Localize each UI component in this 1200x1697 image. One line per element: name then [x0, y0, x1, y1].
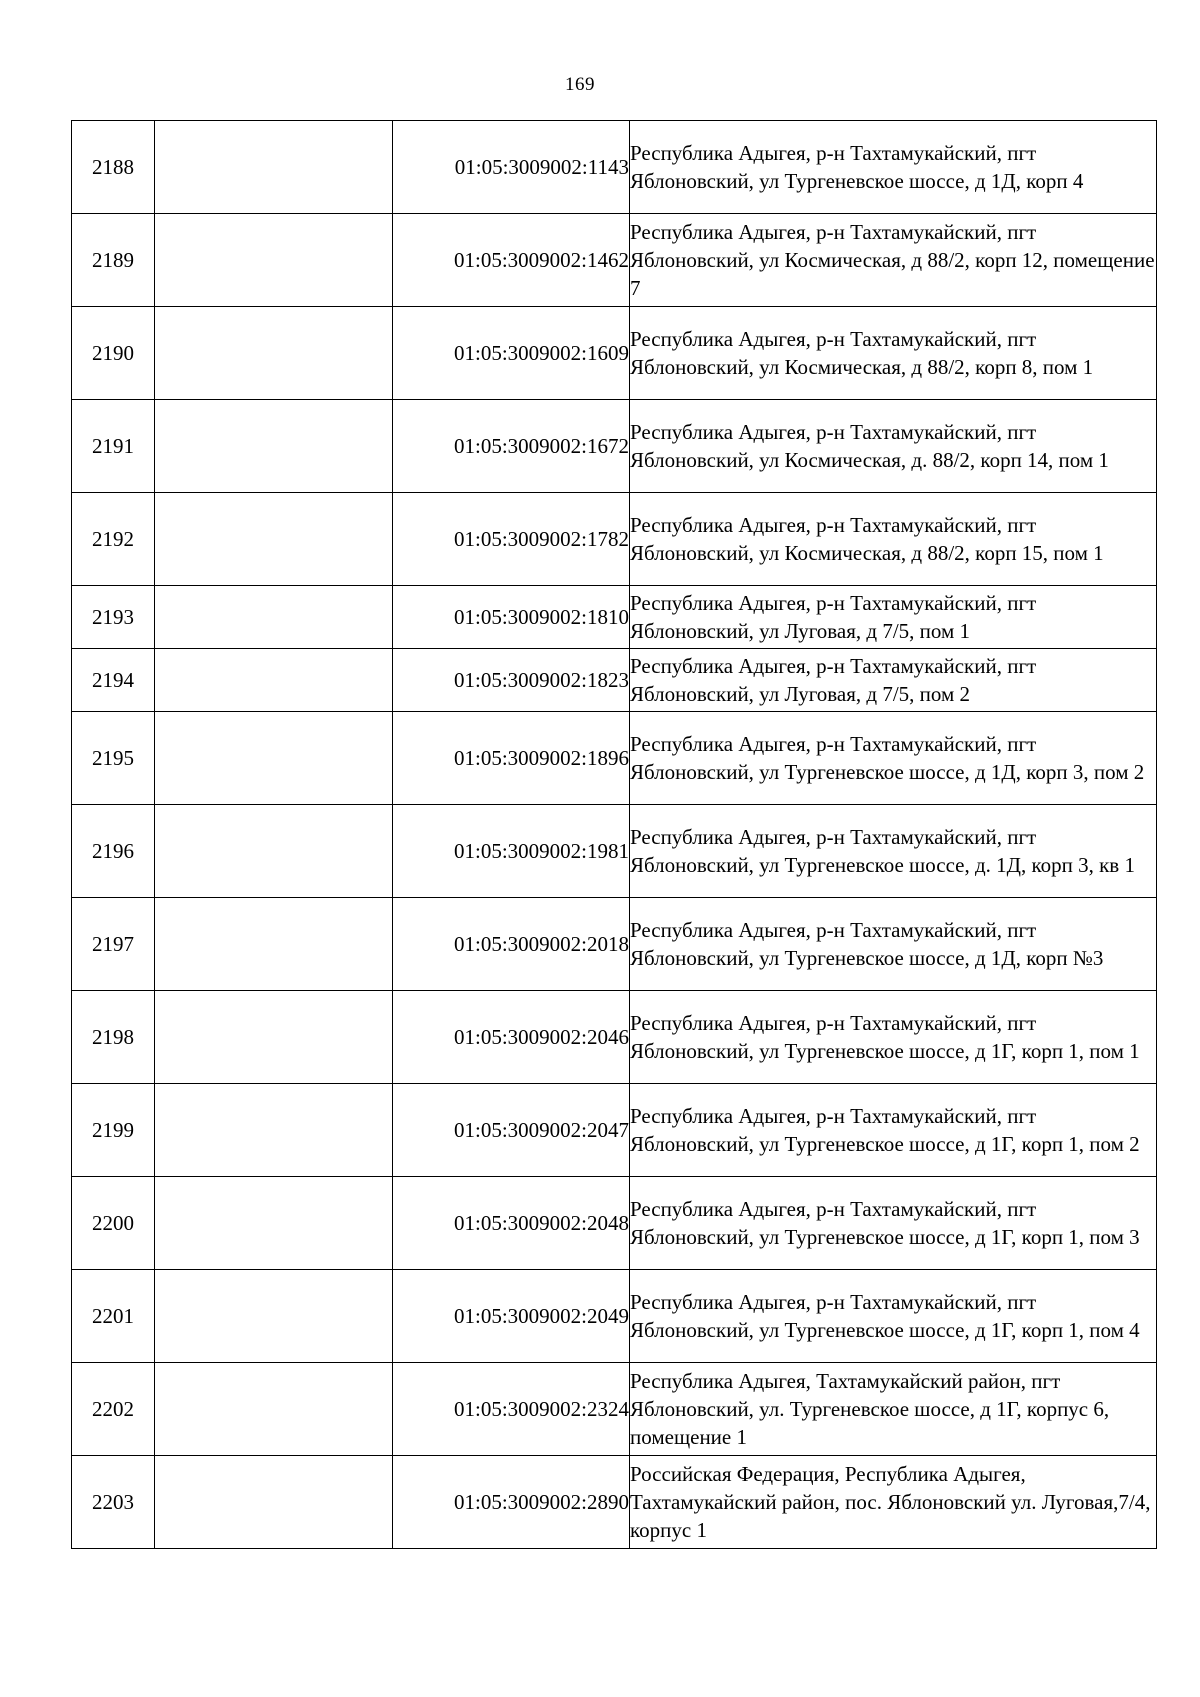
address-cell: Республика Адыгея, р-н Тахтамукайский, пгт Яблоновский, ул Тургеневское шоссе, д 1Д, корп 3, пом 2	[630, 712, 1157, 805]
owner-cell	[155, 1456, 393, 1549]
owner-cell	[155, 1177, 393, 1270]
row-number-cell: 2203	[72, 1456, 155, 1549]
row-number-cell: 2189	[72, 214, 155, 307]
row-number-cell: 2198	[72, 991, 155, 1084]
table-row	[72, 898, 1157, 991]
table-row	[72, 649, 1157, 712]
row-number-cell: 2200	[72, 1177, 155, 1270]
row-number-cell: 2196	[72, 805, 155, 898]
table-row	[72, 805, 1157, 898]
owner-cell	[155, 649, 393, 712]
table-row	[72, 493, 1157, 586]
address-cell: Республика Адыгея, р-н Тахтамукайский, пгт Яблоновский, ул Космическая, д. 88/2, корп 14, пом 1	[630, 400, 1157, 493]
owner-cell	[155, 214, 393, 307]
cadastral-number-cell: 01:05:3009002:2048	[393, 1177, 630, 1270]
table-row	[72, 1177, 1157, 1270]
table-row	[72, 586, 1157, 649]
row-number-cell: 2195	[72, 712, 155, 805]
row-number-cell: 2193	[72, 586, 155, 649]
owner-cell	[155, 121, 393, 214]
table-row	[72, 307, 1157, 400]
address-cell: Республика Адыгея, р-н Тахтамукайский, пгт Яблоновский, ул Космическая, д 88/2, корп 12, помещение 7	[630, 214, 1157, 307]
row-number-cell: 2192	[72, 493, 155, 586]
address-cell: Республика Адыгея, р-н Тахтамукайский, пгт Яблоновский, ул Тургеневское шоссе, д. 1Д, корп 3, кв 1	[630, 805, 1157, 898]
row-number-cell: 2188	[72, 121, 155, 214]
address-cell: Республика Адыгея, р-н Тахтамукайский, пгт Яблоновский, ул Тургеневское шоссе, д 1Г, корп 1, пом 4	[630, 1270, 1157, 1363]
cadastral-number-cell: 01:05:3009002:1609	[393, 307, 630, 400]
address-cell: Республика Адыгея, р-н Тахтамукайский, пгт Яблоновский, ул Луговая, д 7/5, пом 2	[630, 649, 1157, 712]
table-row	[72, 214, 1157, 307]
address-cell: Республика Адыгея, р-н Тахтамукайский, пгт Яблоновский, ул Тургеневское шоссе, д 1Д, корп №3	[630, 898, 1157, 991]
address-cell: Российская Федерация, Республика Адыгея, Тахтамукайский район, пос. Яблоновский ул. Луговая,7/4, корпус 1	[630, 1456, 1157, 1549]
cadastral-number-cell: 01:05:3009002:1981	[393, 805, 630, 898]
cadastral-number-cell: 01:05:3009002:1810	[393, 586, 630, 649]
owner-cell	[155, 805, 393, 898]
row-number-cell: 2190	[72, 307, 155, 400]
address-cell: Республика Адыгея, р-н Тахтамукайский, пгт Яблоновский, ул Тургеневское шоссе, д 1Г, корп 1, пом 3	[630, 1177, 1157, 1270]
owner-cell	[155, 307, 393, 400]
cadastral-number-cell: 01:05:3009002:1672	[393, 400, 630, 493]
row-number-cell: 2199	[72, 1084, 155, 1177]
cadastral-number-cell: 01:05:3009002:2890	[393, 1456, 630, 1549]
owner-cell	[155, 493, 393, 586]
cadastral-number-cell: 01:05:3009002:1143	[393, 121, 630, 214]
row-number-cell: 2191	[72, 400, 155, 493]
cadastral-number-cell: 01:05:3009002:1823	[393, 649, 630, 712]
address-cell: Республика Адыгея, р-н Тахтамукайский, пгт Яблоновский, ул Тургеневское шоссе, д 1Г, корп 1, пом 1	[630, 991, 1157, 1084]
owner-cell	[155, 991, 393, 1084]
owner-cell	[155, 898, 393, 991]
address-cell: Республика Адыгея, р-н Тахтамукайский, пгт Яблоновский, ул Тургеневское шоссе, д 1Г, корп 1, пом 2	[630, 1084, 1157, 1177]
owner-cell	[155, 586, 393, 649]
property-registry-table	[71, 120, 1157, 1549]
owner-cell	[155, 1363, 393, 1456]
table-row	[72, 1363, 1157, 1456]
table-row	[72, 1084, 1157, 1177]
table-row	[72, 121, 1157, 214]
page-number: 169	[565, 74, 595, 95]
table-row	[72, 1456, 1157, 1549]
address-cell: Республика Адыгея, Тахтамукайский район, пгт Яблоновский, ул. Тургеневское шоссе, д 1Г, корпус 6, помещение 1	[630, 1363, 1157, 1456]
table-row	[72, 712, 1157, 805]
row-number-cell: 2201	[72, 1270, 155, 1363]
cadastral-number-cell: 01:05:3009002:1896	[393, 712, 630, 805]
owner-cell	[155, 400, 393, 493]
address-cell: Республика Адыгея, р-н Тахтамукайский, пгт Яблоновский, ул Космическая, д 88/2, корп 15, пом 1	[630, 493, 1157, 586]
owner-cell	[155, 1270, 393, 1363]
owner-cell	[155, 1084, 393, 1177]
table-row	[72, 1270, 1157, 1363]
cadastral-number-cell: 01:05:3009002:2047	[393, 1084, 630, 1177]
cadastral-number-cell: 01:05:3009002:2046	[393, 991, 630, 1084]
owner-cell	[155, 712, 393, 805]
cadastral-number-cell: 01:05:3009002:2324	[393, 1363, 630, 1456]
cadastral-number-cell: 01:05:3009002:2049	[393, 1270, 630, 1363]
cadastral-number-cell: 01:05:3009002:1782	[393, 493, 630, 586]
table-row	[72, 991, 1157, 1084]
cadastral-number-cell: 01:05:3009002:2018	[393, 898, 630, 991]
cadastral-number-cell: 01:05:3009002:1462	[393, 214, 630, 307]
row-number-cell: 2197	[72, 898, 155, 991]
address-cell: Республика Адыгея, р-н Тахтамукайский, пгт Яблоновский, ул Космическая, д 88/2, корп 8, пом 1	[630, 307, 1157, 400]
address-cell: Республика Адыгея, р-н Тахтамукайский, пгт Яблоновский, ул Тургеневское шоссе, д 1Д, корп 4	[630, 121, 1157, 214]
row-number-cell: 2202	[72, 1363, 155, 1456]
row-number-cell: 2194	[72, 649, 155, 712]
table-row	[72, 400, 1157, 493]
address-cell: Республика Адыгея, р-н Тахтамукайский, пгт Яблоновский, ул Луговая, д 7/5, пом 1	[630, 586, 1157, 649]
